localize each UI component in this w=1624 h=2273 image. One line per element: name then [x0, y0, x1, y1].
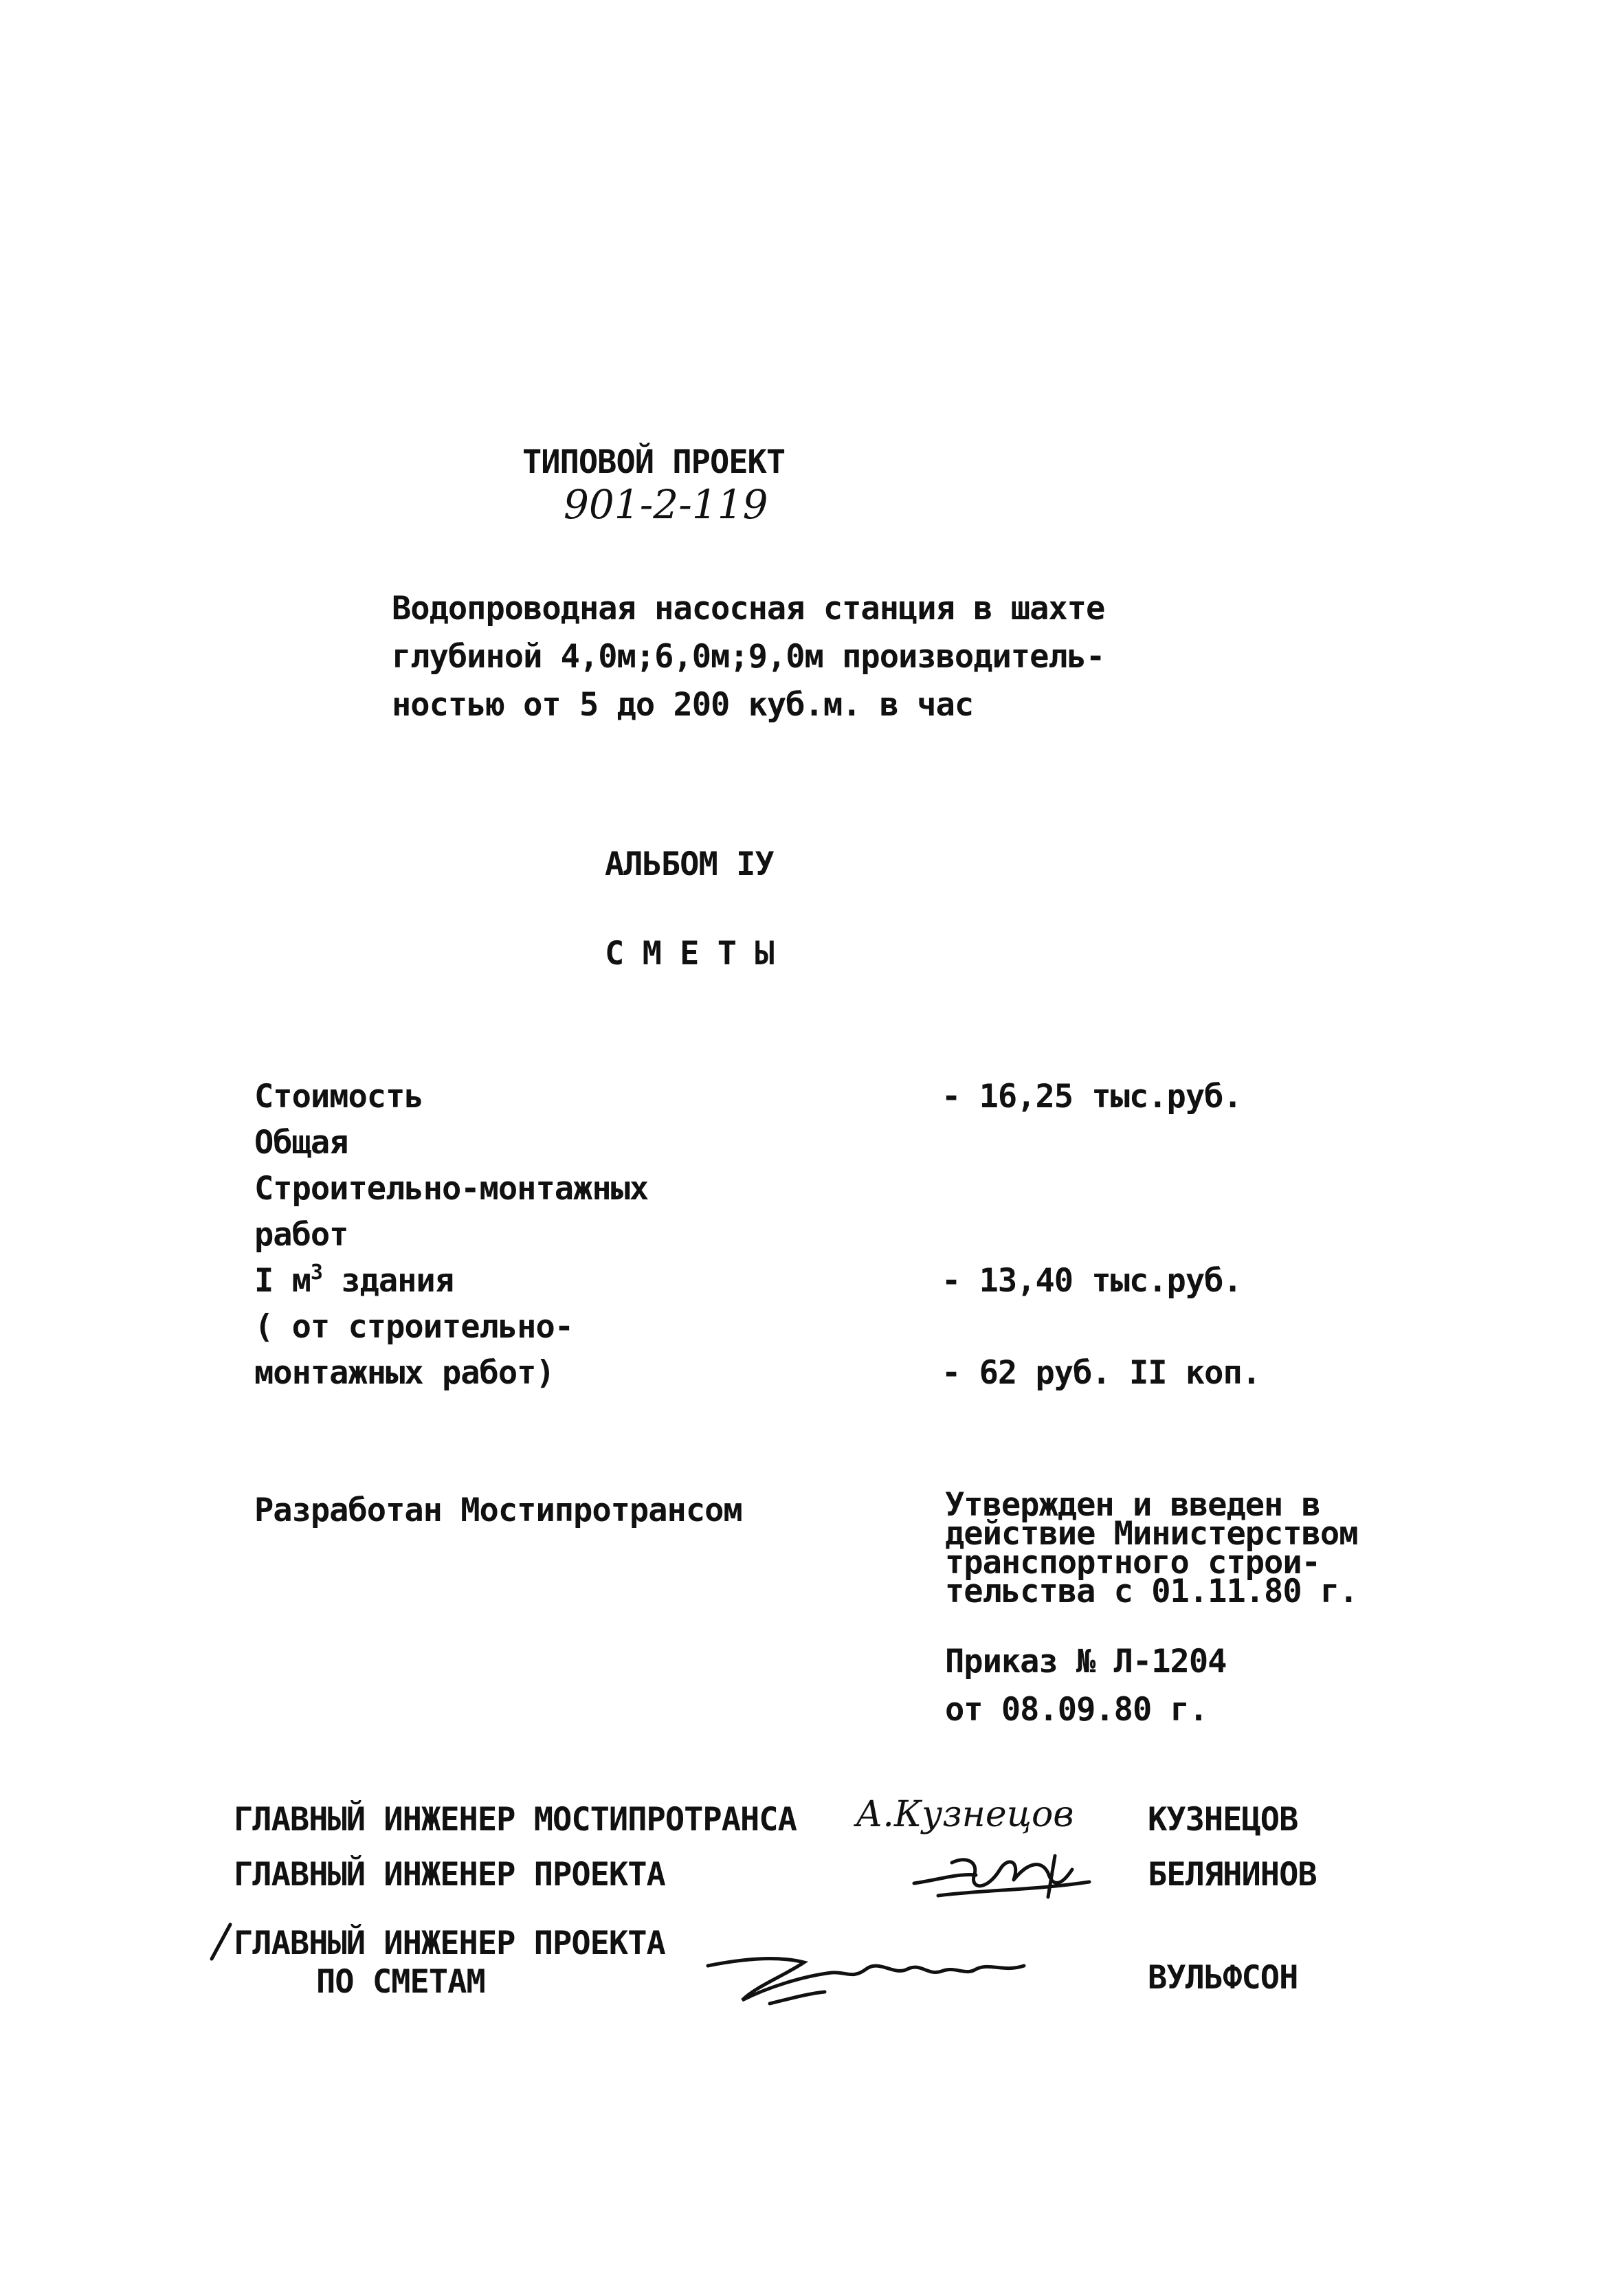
- description-line-3: ностью от 5 до 200 куб.м. в час: [392, 686, 974, 724]
- signatory-name-kuznetsov: КУЗНЕЦОВ: [1148, 1801, 1298, 1839]
- cost-value-total: - 16,25 тыс.руб.: [942, 1078, 1242, 1116]
- project-number: 901-2-119: [564, 481, 768, 528]
- cost-value-construction: - 13,40 тыс.руб.: [942, 1262, 1242, 1300]
- approval-line-3: транспортного строи-: [945, 1544, 1320, 1582]
- cost-general-label: Общая: [254, 1124, 348, 1162]
- signatory-name-vulfson: ВУЛЬФСОН: [1148, 1959, 1298, 1997]
- order-date: от 08.09.80 г.: [945, 1691, 1208, 1729]
- cost-per-m3-prefix: I м: [254, 1262, 311, 1300]
- signatory-role-chief-engineer: ГЛАВНЫЙ ИНЖЕНЕР МОСТИПРОТРАНСА: [234, 1801, 797, 1839]
- signature-kuznetsov: А.Кузнецов: [856, 1794, 1074, 1835]
- description-line-2: глубиной 4,0м;6,0м;9,0м производитель-: [392, 638, 1105, 676]
- margin-check-mark: [206, 1921, 234, 1962]
- approval-line-1: Утвержден и введен в: [945, 1486, 1320, 1524]
- cost-note-line-1: ( от строительно-: [254, 1308, 574, 1346]
- signatory-name-belyaninov: БЕЛЯНИНОВ: [1148, 1856, 1317, 1894]
- cube-superscript: 3: [310, 1261, 322, 1285]
- cost-label: Стоимость: [254, 1078, 423, 1116]
- signatory-role-project-engineer: ГЛАВНЫЙ ИНЖЕНЕР ПРОЕКТА: [234, 1856, 665, 1894]
- cost-value-per-m3: - 62 руб. II коп.: [942, 1354, 1261, 1392]
- cost-construction-label: Строительно-монтажных: [254, 1170, 649, 1208]
- signatory-role-estimates-engineer-line-2: ПО СМЕТАМ: [316, 1963, 485, 2001]
- album-label: АЛЬБОМ IУ: [605, 845, 774, 883]
- cost-note-line-2: монтажных работ): [254, 1354, 555, 1392]
- signature-vulfson: [701, 1938, 1045, 2014]
- signatory-role-estimates-engineer-line-1: ГЛАВНЫЙ ИНЖЕНЕР ПРОЕКТА: [234, 1925, 665, 1962]
- approval-line-2: действие Министерством: [945, 1515, 1358, 1553]
- description-line-1: Водопроводная насосная станция в шахте: [392, 590, 1105, 628]
- doc-title: ТИПОВОЙ ПРОЕКТ: [522, 443, 786, 481]
- order-number: Приказ № Л-1204: [945, 1643, 1227, 1681]
- developer-line: Разработан Мостипротрансом: [254, 1492, 742, 1529]
- cost-per-m3-label: [254, 1262, 454, 1300]
- section-title: С М Е Т Ы: [605, 935, 774, 973]
- cost-per-m3-suffix: здания: [341, 1262, 454, 1300]
- approval-line-4: тельства с 01.11.80 г.: [945, 1573, 1358, 1610]
- signature-belyaninov: [911, 1842, 1096, 1904]
- cost-works-label: работ: [254, 1216, 348, 1254]
